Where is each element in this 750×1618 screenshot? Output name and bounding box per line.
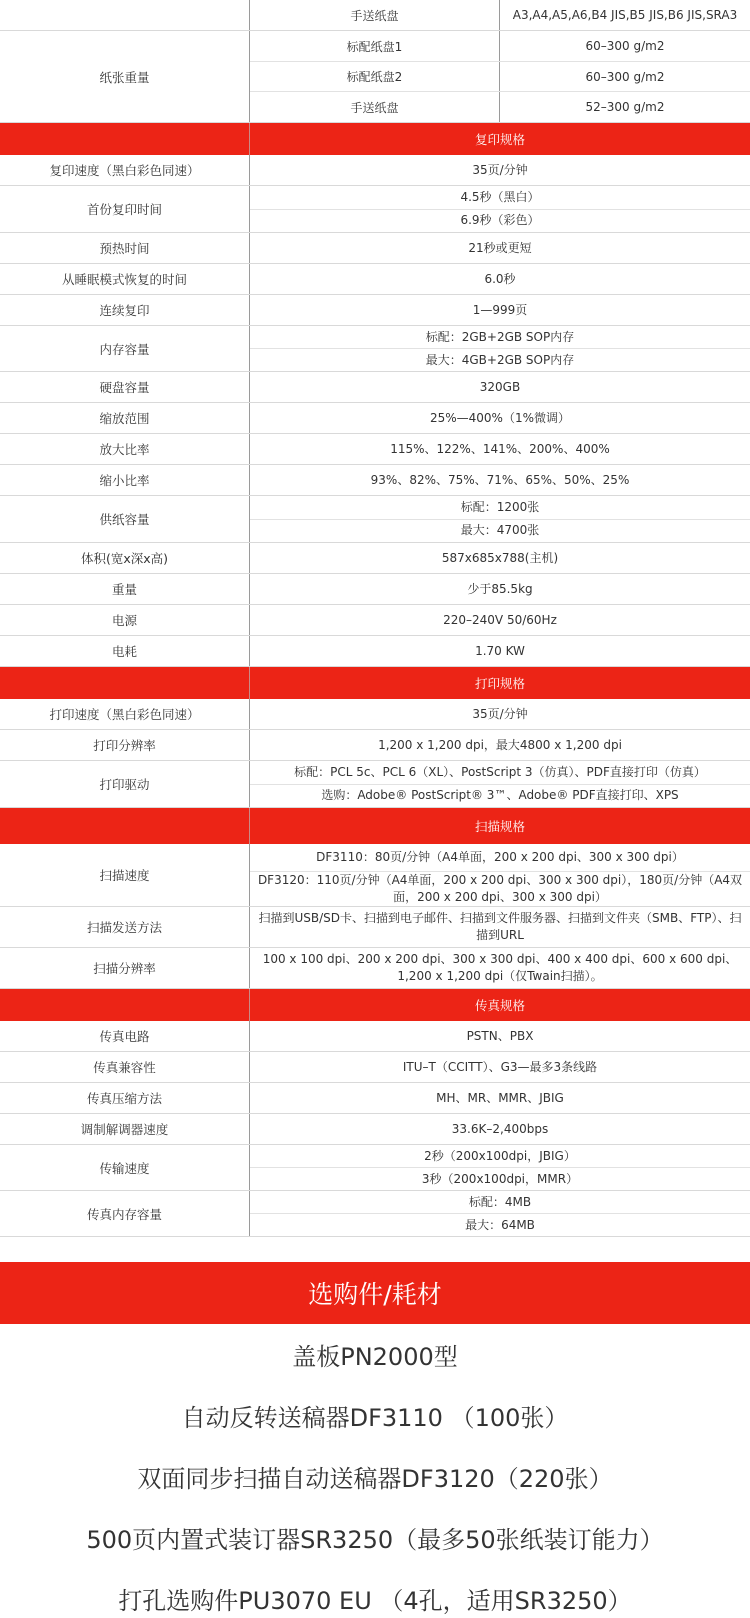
spec-value: 60–300 g/m2 xyxy=(585,69,665,84)
spec-label: 调制解调器速度 xyxy=(0,1114,250,1144)
option-item: 打孔选购件PU3070 EU （4孔，适用SR3250） xyxy=(0,1568,750,1618)
spec-row xyxy=(0,1114,750,1145)
spec-value: 93%、82%、75%、71%、65%、50%、25% xyxy=(370,472,630,487)
spec-label: 电源 xyxy=(0,605,250,635)
spec-row xyxy=(0,295,750,326)
spec-value: 35页/分钟 xyxy=(472,162,528,177)
spec-label: 内存容量 xyxy=(0,326,250,371)
spec-value: 21秒或更短 xyxy=(468,240,532,255)
spec-row xyxy=(0,761,750,808)
spec-row xyxy=(0,233,750,264)
spec-value: 1.70 KW xyxy=(475,643,525,658)
spec-label: 打印速度（黑白彩色同速） xyxy=(0,699,250,729)
spec-value: A3,A4,A5,A6,B4 JIS,B5 JIS,B6 JIS,SRA3 xyxy=(512,8,738,22)
spec-label: 体积(宽x深x高) xyxy=(0,543,250,573)
spec-value: 35页/分钟 xyxy=(472,706,528,721)
spec-label: 传真电路 xyxy=(0,1021,250,1051)
spec-label: 电耗 xyxy=(0,636,250,666)
spec-row xyxy=(0,496,750,543)
scan-spec-rows xyxy=(0,844,750,989)
spec-label: 扫描发送方法 xyxy=(0,907,250,947)
spec-label: 打印分辨率 xyxy=(0,730,250,760)
option-item: 500页内置式装订器SR3250（最多50张纸装订能力） xyxy=(0,1507,750,1569)
sub-label: 标配纸盘1 xyxy=(250,31,500,61)
spec-value: DF3110：80页/分钟（A4单面，200 x 200 dpi、300 x 300 dpi） xyxy=(316,850,684,864)
spec-label: 传真内存容量 xyxy=(0,1191,250,1236)
spec-label: 从睡眠模式恢复的时间 xyxy=(0,264,250,294)
spec-row xyxy=(0,844,750,907)
print-spec-rows xyxy=(0,699,750,808)
spec-row xyxy=(0,636,750,667)
sub-label: 手送纸盘 xyxy=(250,92,500,122)
spec-value: 320GB xyxy=(479,379,521,394)
section-title: 扫描规格 xyxy=(474,819,525,834)
spec-row xyxy=(0,907,750,948)
spec-row xyxy=(0,543,750,574)
spec-row xyxy=(0,1191,750,1237)
spec-row xyxy=(0,372,750,403)
spec-value: 最大：4700张 xyxy=(250,519,750,543)
spec-label: 重量 xyxy=(0,574,250,604)
spec-value: 标配：1200张 xyxy=(460,499,540,514)
spec-value: 25%—400%（1%微调） xyxy=(429,410,571,425)
spec-row xyxy=(0,326,750,372)
spec-value: DF3120：110页/分钟（A4单面，200 x 200 dpi、300 x 300 dpi），180页/分钟（A4双面，200 x 200 dpi、300 x 300 dpi） xyxy=(250,871,750,906)
paper-weight-row xyxy=(0,31,750,123)
section-header-fax xyxy=(0,989,750,1021)
option-item: 自动反转送稿器DF3110 （100张） xyxy=(0,1385,750,1447)
option-item: 盖板PN2000型 xyxy=(0,1324,750,1386)
spec-value: ITU–T（CCITT）、G3—最多3条线路 xyxy=(402,1059,598,1074)
spec-value: 最大：64MB xyxy=(250,1213,750,1236)
spec-label: 供纸容量 xyxy=(0,496,250,542)
spec-label: 放大比率 xyxy=(0,434,250,464)
section-title: 传真规格 xyxy=(474,998,525,1013)
spec-value: 2秒（200x100dpi，JBIG） xyxy=(424,1148,576,1163)
spec-row xyxy=(0,155,750,186)
section-title: 打印规格 xyxy=(474,676,525,691)
spec-label: 硬盘容量 xyxy=(0,372,250,402)
spec-label: 缩小比率 xyxy=(0,465,250,495)
spec-value: 33.6K–2,400bps xyxy=(451,1121,549,1136)
spec-row xyxy=(0,574,750,605)
spec-label: 传真压缩方法 xyxy=(0,1083,250,1113)
spec-label xyxy=(0,0,250,30)
spec-value: 3秒（200x100dpi，MMR） xyxy=(250,1167,750,1190)
spec-row xyxy=(0,186,750,233)
spec-value: 100 x 100 dpi、200 x 200 dpi、300 x 300 dpi、400 x 400 dpi、600 x 600 dpi、1,200 x 1,200 dpi（仅Twain扫描）。 xyxy=(262,952,738,983)
spec-row xyxy=(0,948,750,989)
spec-value: 标配：4MB xyxy=(468,1194,532,1209)
spec-value: 选购：Adobe® PostScript® 3™、Adobe® PDF直接打印、XPS xyxy=(250,784,750,808)
spec-label: 打印驱动 xyxy=(0,761,250,807)
spec-label: 传真兼容性 xyxy=(0,1052,250,1082)
spec-value: 6.0秒 xyxy=(484,271,516,286)
spec-label: 预热时间 xyxy=(0,233,250,263)
spec-value: 60–300 g/m2 xyxy=(585,39,665,53)
spec-value: 扫描到USB/SD卡、扫描到电子邮件、扫描到文件服务器、扫描到文件夹（SMB、FTP）、扫描到URL xyxy=(258,911,742,942)
spec-row xyxy=(0,264,750,295)
spec-label: 复印速度（黑白彩色同速） xyxy=(0,155,250,185)
section-header-print xyxy=(0,667,750,699)
section-header-scan xyxy=(0,808,750,844)
spec-value: 1,200 x 1,200 dpi，最大4800 x 1,200 dpi xyxy=(378,737,622,752)
spec-row xyxy=(0,1052,750,1083)
spec-label: 缩放范围 xyxy=(0,403,250,433)
spec-value: 6.9秒（彩色） xyxy=(250,209,750,233)
spec-label: 首份复印时间 xyxy=(0,186,250,232)
spec-row xyxy=(0,465,750,496)
spec-value: 标配：2GB+2GB SOP内存 xyxy=(425,329,575,344)
spec-row xyxy=(0,1021,750,1052)
spec-value: 587x685x788(主机) xyxy=(441,550,559,565)
spec-value: 52–300 g/m2 xyxy=(585,100,665,114)
spec-label: 扫描分辨率 xyxy=(0,948,250,988)
spec-value: 标配：PCL 5c、PCL 6（XL）、PostScript 3（仿真）、PDF直接打印（仿真） xyxy=(294,764,706,779)
paper-size-manual-row xyxy=(0,0,750,31)
spec-label: 扫描速度 xyxy=(0,844,250,906)
spec-label: 纸张重量 xyxy=(0,31,250,122)
spec-row xyxy=(0,699,750,730)
spec-value: MH、MR、MMR、JBIG xyxy=(436,1090,564,1105)
copy-spec-rows xyxy=(0,155,750,667)
spec-value: 最大：4GB+2GB SOP内存 xyxy=(250,348,750,371)
spec-value: 1—999页 xyxy=(472,302,528,317)
spec-label: 连续复印 xyxy=(0,295,250,325)
section-header-copy xyxy=(0,123,750,155)
spec-value: 115%、122%、141%、200%、400% xyxy=(390,441,610,456)
fax-spec-rows xyxy=(0,1021,750,1237)
spec-value: PSTN、PBX xyxy=(466,1028,534,1043)
spec-value: 少于85.5kg xyxy=(467,581,533,596)
option-item: 双面同步扫描自动送稿器DF3120（220张） xyxy=(0,1446,750,1508)
sub-label: 手送纸盘 xyxy=(250,0,500,30)
section-title: 复印规格 xyxy=(474,132,525,147)
spec-value: 4.5秒（黑白） xyxy=(460,189,540,204)
spec-row xyxy=(0,434,750,465)
spec-row xyxy=(0,403,750,434)
spec-row xyxy=(0,605,750,636)
spec-label: 传输速度 xyxy=(0,1145,250,1190)
spec-row xyxy=(0,1145,750,1191)
spec-value: 220–240V 50/60Hz xyxy=(443,612,557,627)
options-header: 选购件/耗材 xyxy=(0,1262,750,1324)
spec-row xyxy=(0,1083,750,1114)
sub-label: 标配纸盘2 xyxy=(250,62,500,91)
spec-row xyxy=(0,730,750,761)
